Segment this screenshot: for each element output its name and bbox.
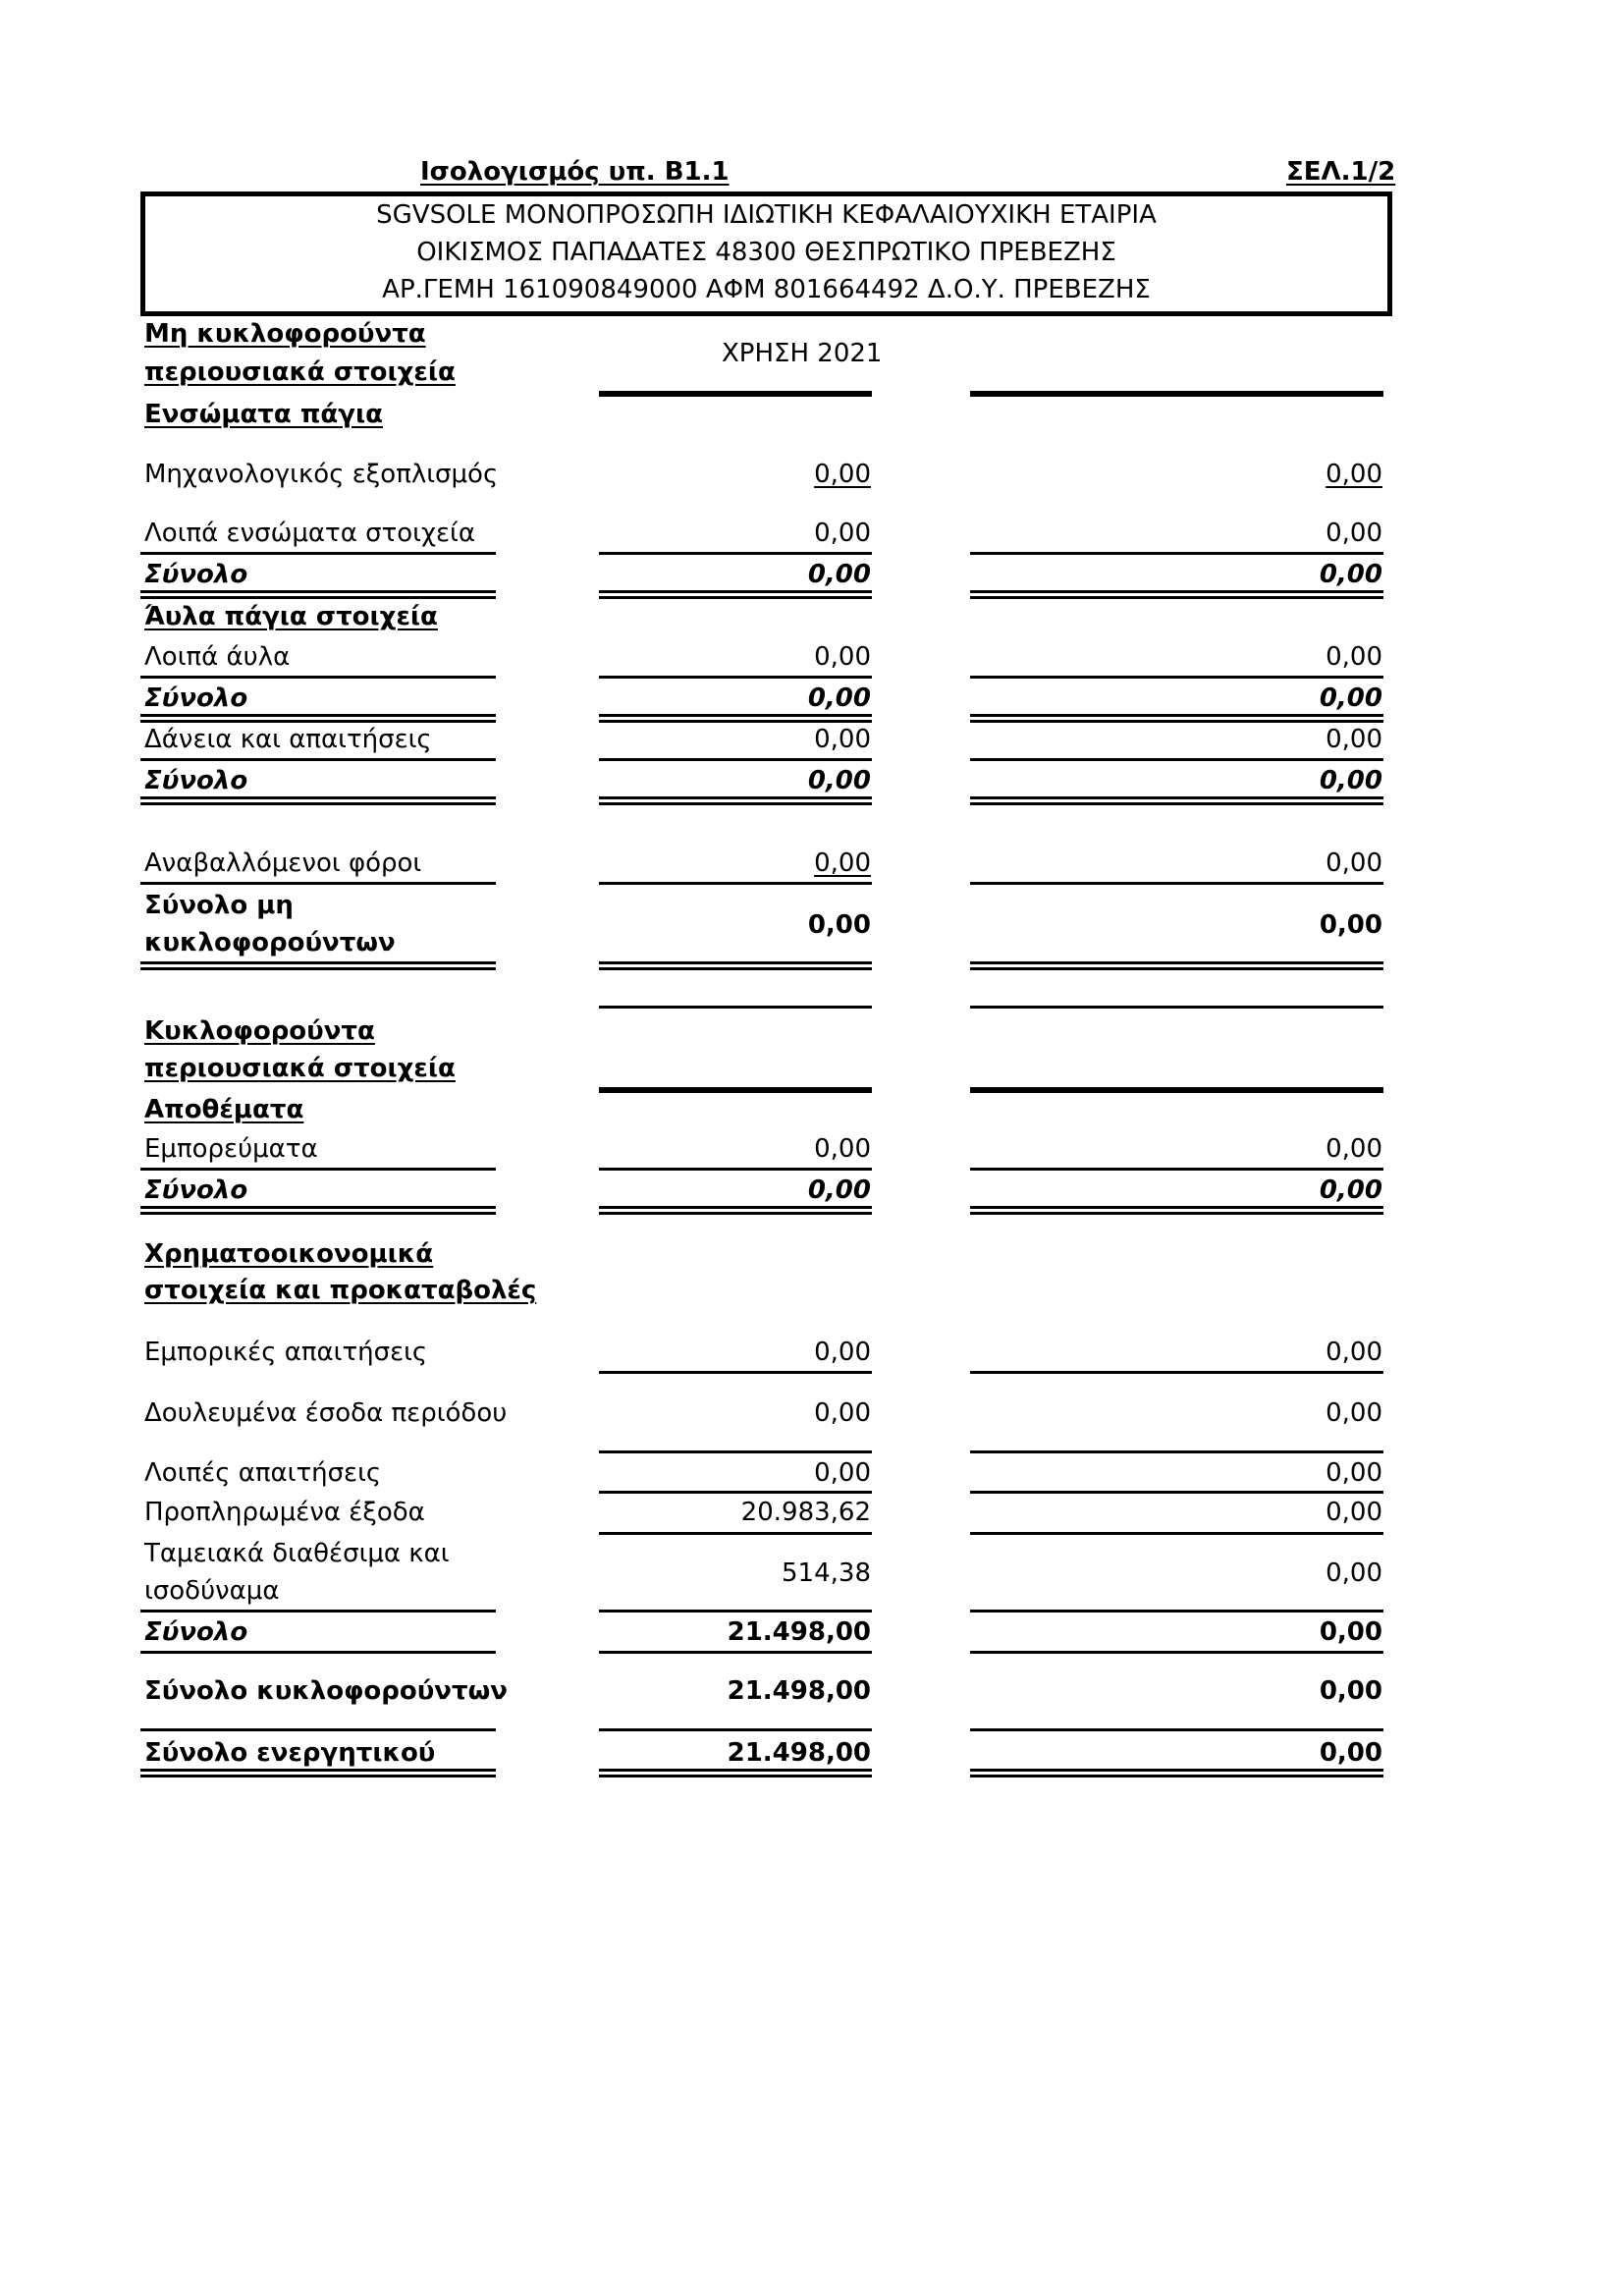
total-label: Σύνολο κυκλοφορούντων bbox=[144, 1676, 508, 1706]
row-rule bbox=[970, 1168, 1383, 1171]
column-rule bbox=[970, 391, 1383, 397]
double-rule bbox=[140, 714, 496, 723]
column-rule bbox=[599, 391, 872, 397]
company-registry: ΑΡ.ΓΕΜΗ 161090849000 ΑΦΜ 801664492 Δ.Ο.Υ. ΠΡΕΒΕΖΗΣ bbox=[382, 275, 1151, 304]
assets-total-value-2021: 21.498,00 bbox=[727, 1738, 871, 1768]
company-name: SGVSOLE ΜΟΝΟΠΡΟΣΩΠΗ ΙΔΙΩΤΙΚΗ ΚΕΦΑΛΑΙΟΥΧΙΚΗ ΕΤΑΙΡΙΑ bbox=[376, 200, 1157, 230]
double-rule bbox=[140, 1206, 496, 1215]
row-value-prior: 0,00 bbox=[1326, 460, 1382, 489]
row-rule bbox=[140, 1610, 496, 1613]
row-value-prior: 0,00 bbox=[1326, 519, 1382, 548]
row-rule bbox=[599, 1371, 872, 1374]
row-rule bbox=[599, 1651, 872, 1654]
subtotal-value-2021: 0,00 bbox=[807, 683, 871, 713]
row-rule bbox=[970, 882, 1383, 885]
document-title: Ισολογισμός υπ. Β1.1 bbox=[420, 157, 730, 187]
column-rule bbox=[970, 1087, 1383, 1093]
double-rule bbox=[599, 1769, 872, 1777]
row-label: Δάνεια και απαιτήσεις bbox=[144, 725, 432, 754]
row-label: Προπληρωμένα έξοδα bbox=[144, 1498, 425, 1527]
double-rule bbox=[970, 1206, 1383, 1215]
subtotal-value-2021: 0,00 bbox=[807, 766, 871, 795]
row-label: Μηχανολογικός εξοπλισμός bbox=[144, 460, 499, 489]
row-value-prior: 0,00 bbox=[1326, 725, 1382, 754]
double-rule bbox=[970, 796, 1383, 805]
subtotal-value-prior: 0,00 bbox=[1319, 560, 1382, 589]
total-label-2: κυκλοφορούντων bbox=[144, 928, 396, 957]
double-rule bbox=[599, 796, 872, 805]
row-rule bbox=[140, 882, 496, 885]
inventory-heading: Αποθέματα bbox=[144, 1095, 304, 1124]
double-rule bbox=[599, 590, 872, 599]
row-label: Αναβαλλόμενοι φόροι bbox=[144, 848, 422, 878]
row-label: Λοιπές απαιτήσεις bbox=[144, 1458, 382, 1488]
assets-total-value-prior: 0,00 bbox=[1319, 1738, 1382, 1768]
row-rule bbox=[140, 1168, 496, 1171]
row-rule bbox=[140, 676, 496, 679]
row-value-prior: 0,00 bbox=[1326, 848, 1382, 878]
row-rule bbox=[970, 1491, 1383, 1494]
total-value-2021: 0,00 bbox=[807, 910, 871, 940]
row-rule bbox=[970, 1728, 1383, 1731]
row-rule bbox=[970, 1651, 1383, 1654]
row-rule bbox=[970, 676, 1383, 679]
column-rule bbox=[599, 1006, 872, 1009]
row-label-1: Ταμειακά διαθέσιμα και bbox=[144, 1539, 450, 1568]
row-value-prior: 0,00 bbox=[1326, 1398, 1382, 1428]
row-label: Δουλευμένα έσοδα περιόδου bbox=[144, 1398, 508, 1428]
row-label: Λοιπά ενσώματα στοιχεία bbox=[144, 519, 475, 548]
double-rule bbox=[970, 590, 1383, 599]
column-rule bbox=[599, 1087, 872, 1093]
row-value-2021: 0,00 bbox=[814, 1134, 871, 1164]
row-value-2021: 0,00 bbox=[814, 1398, 871, 1428]
double-rule bbox=[140, 796, 496, 805]
row-value-2021: 0,00 bbox=[814, 519, 871, 548]
subtotal-value-2021: 21.498,00 bbox=[727, 1617, 871, 1647]
row-rule bbox=[599, 1728, 872, 1731]
row-value-2021: 0,00 bbox=[814, 725, 871, 754]
tangible-heading: Ενσώματα πάγια bbox=[144, 400, 383, 429]
subtotal-label: Σύνολο bbox=[144, 1175, 248, 1205]
row-rule bbox=[970, 1532, 1383, 1535]
column-rule bbox=[970, 1006, 1383, 1009]
non-current-heading-1: Μη κυκλοφορούντα bbox=[144, 319, 426, 349]
financial-heading-1: Χρηματοοικονομικά bbox=[144, 1239, 434, 1269]
row-rule bbox=[970, 1610, 1383, 1613]
row-rule bbox=[599, 1532, 872, 1535]
row-rule bbox=[599, 1491, 872, 1494]
intangible-heading: Άυλα πάγια στοιχεία bbox=[144, 602, 438, 631]
row-rule bbox=[599, 1168, 872, 1171]
double-rule bbox=[970, 1769, 1383, 1777]
current-heading-1: Κυκλοφορούντα bbox=[144, 1016, 375, 1046]
assets-total-label: Σύνολο ενεργητικού bbox=[144, 1738, 436, 1768]
row-rule bbox=[140, 1651, 496, 1654]
subtotal-value-2021: 0,00 bbox=[807, 1175, 871, 1205]
double-rule bbox=[140, 961, 496, 970]
row-rule bbox=[599, 552, 872, 555]
row-rule bbox=[140, 1728, 496, 1731]
year-column-header: ΧΡΗΣΗ 2021 bbox=[722, 339, 883, 368]
subtotal-value-prior: 0,00 bbox=[1319, 766, 1382, 795]
row-value-2021: 0,00 bbox=[814, 1458, 871, 1488]
double-rule bbox=[599, 961, 872, 970]
row-value-prior: 0,00 bbox=[1326, 1458, 1382, 1488]
row-value-prior: 0,00 bbox=[1326, 1498, 1382, 1527]
row-rule bbox=[599, 758, 872, 761]
row-rule bbox=[970, 1450, 1383, 1453]
subtotal-label: Σύνολο bbox=[144, 766, 248, 795]
double-rule bbox=[599, 1206, 872, 1215]
row-value-2021: 514,38 bbox=[782, 1558, 871, 1588]
double-rule bbox=[970, 961, 1383, 970]
row-rule bbox=[599, 1610, 872, 1613]
row-value-2021: 20.983,62 bbox=[740, 1498, 871, 1527]
row-rule bbox=[140, 758, 496, 761]
subtotal-value-prior: 0,00 bbox=[1319, 683, 1382, 713]
double-rule bbox=[140, 590, 496, 599]
total-value-prior: 0,00 bbox=[1319, 1676, 1382, 1706]
row-value-prior: 0,00 bbox=[1326, 1338, 1382, 1367]
row-rule bbox=[140, 552, 496, 555]
row-rule bbox=[599, 882, 872, 885]
page-number: ΣΕΛ.1/2 bbox=[1286, 157, 1396, 187]
non-current-heading-2: περιουσιακά στοιχεία bbox=[144, 357, 456, 387]
row-label: Λοιπά άυλα bbox=[144, 642, 291, 672]
current-heading-2: περιουσιακά στοιχεία bbox=[144, 1054, 456, 1083]
row-value-prior: 0,00 bbox=[1326, 1558, 1382, 1588]
row-rule bbox=[970, 1371, 1383, 1374]
double-rule bbox=[970, 714, 1383, 723]
total-value-2021: 21.498,00 bbox=[727, 1676, 871, 1706]
subtotal-label: Σύνολο bbox=[144, 560, 248, 589]
row-value-2021: 0,00 bbox=[814, 642, 871, 672]
row-value-2021: 0,00 bbox=[814, 1338, 871, 1367]
row-rule bbox=[970, 552, 1383, 555]
subtotal-value-prior: 0,00 bbox=[1319, 1175, 1382, 1205]
subtotal-value-prior: 0,00 bbox=[1319, 1617, 1382, 1647]
total-value-prior: 0,00 bbox=[1319, 910, 1382, 940]
row-rule bbox=[970, 758, 1383, 761]
row-label: Εμπορικές απαιτήσεις bbox=[144, 1338, 428, 1367]
row-value-2021: 0,00 bbox=[814, 460, 871, 489]
total-label-1: Σύνολο μη bbox=[144, 891, 294, 920]
double-rule bbox=[140, 1769, 496, 1777]
row-value-2021: 0,00 bbox=[814, 848, 871, 878]
row-label: Εμπορεύματα bbox=[144, 1134, 318, 1164]
subtotal-label: Σύνολο bbox=[144, 1617, 248, 1647]
company-address: ΟΙΚΙΣΜΟΣ ΠΑΠΑΔΑΤΕΣ 48300 ΘΕΣΠΡΩΤΙΚΟ ΠΡΕΒΕΖΗΣ bbox=[416, 238, 1116, 267]
subtotal-label: Σύνολο bbox=[144, 683, 248, 713]
row-rule bbox=[599, 676, 872, 679]
row-rule bbox=[599, 1450, 872, 1453]
row-value-prior: 0,00 bbox=[1326, 642, 1382, 672]
company-info-box bbox=[140, 191, 1392, 316]
subtotal-value-2021: 0,00 bbox=[807, 560, 871, 589]
row-label-2: ισοδύναμα bbox=[144, 1576, 280, 1606]
financial-heading-2: στοιχεία και προκαταβολές bbox=[144, 1276, 537, 1305]
double-rule bbox=[599, 714, 872, 723]
row-value-prior: 0,00 bbox=[1326, 1134, 1382, 1164]
